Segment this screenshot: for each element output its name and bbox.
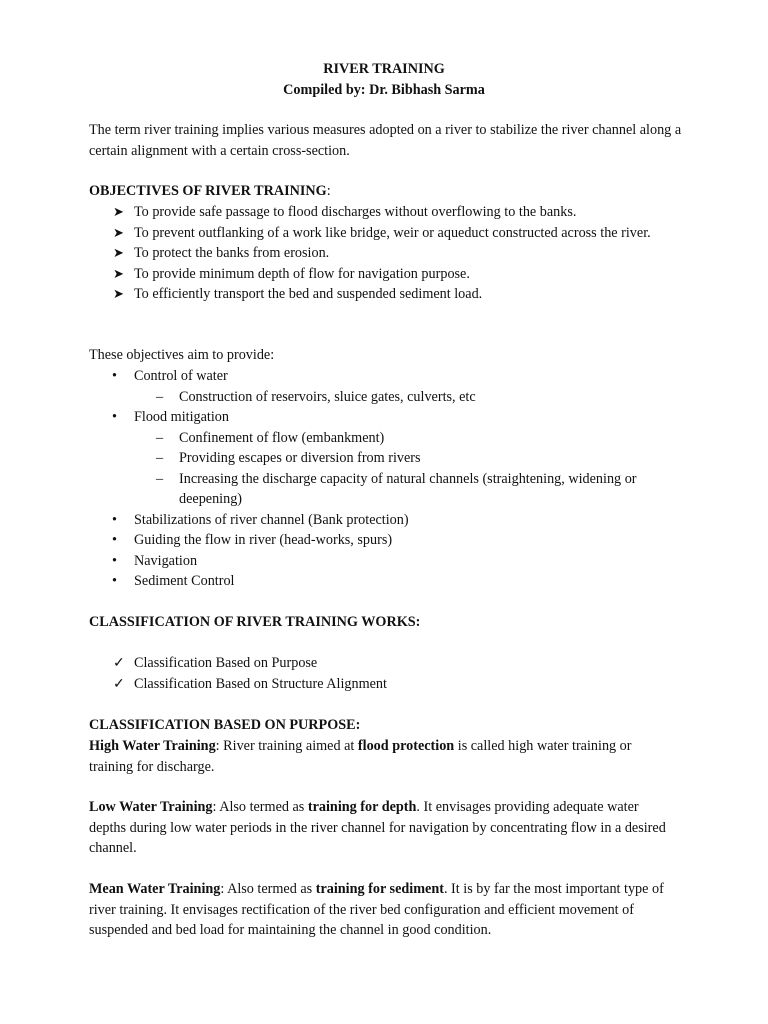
objective-item [113, 284, 693, 305]
dash-bullet-icon: – [156, 470, 164, 487]
aim-item [89, 407, 689, 428]
bullet-dot-icon: • [112, 532, 117, 548]
low-water-text-2: . It envisages providing adequate water depths during low water periods in the river channel for navigation by concentrating flow in a desired channel. [89, 799, 666, 856]
mean-water-training-paragraph [89, 879, 679, 941]
high-water-text-1: : River training aimed at [215, 738, 358, 754]
high-water-term: High Water Training [89, 738, 216, 754]
aim-item [89, 510, 689, 531]
arrow-bullet-icon: ➤ [113, 265, 124, 281]
objectives-heading-colon: : [326, 183, 331, 199]
aim-subitem-text: Providing escapes or diversion from rivers [179, 450, 421, 466]
aim-subitem [89, 428, 689, 449]
dash-bullet-icon: – [156, 429, 164, 446]
classification-list [113, 653, 387, 694]
aim-item [89, 366, 689, 387]
low-water-text-1: : Also termed as [212, 799, 308, 815]
classification-text: Classification Based on Purpose [134, 655, 318, 671]
aims-intro: These objectives aim to provide: [89, 347, 275, 363]
objective-text: To prevent outflanking of a work like bridge, weir or aqueduct constructed across the river. [134, 224, 651, 241]
document-title: RIVER TRAINING [323, 61, 445, 77]
objectives-heading [89, 181, 331, 202]
mean-water-emphasis: training for sediment [315, 881, 444, 897]
bullet-dot-icon: • [112, 573, 117, 589]
high-water-text-2: is called high water training or training for discharge. [89, 738, 632, 775]
low-water-emphasis: training for depth [307, 799, 417, 815]
arrow-bullet-icon: ➤ [113, 286, 124, 301]
intro-paragraph: The term river training implies various measures adopted on a river to stabilize the river channel along a certain alignment with a certain cross-section. [89, 122, 682, 159]
classification-text: Classification Based on Structure Alignment [134, 675, 387, 692]
low-water-term: Low Water Training [89, 799, 213, 815]
objective-text: To provide minimum depth of flow for navigation purpose. [134, 265, 470, 282]
objective-text: To protect the banks from erosion. [134, 245, 330, 261]
classification-heading: CLASSIFICATION OF RIVER TRAINING WORKS: [89, 614, 421, 630]
high-water-training-paragraph [89, 736, 679, 777]
arrow-bullet-icon: ➤ [113, 224, 124, 240]
bullet-dot-icon: • [112, 409, 117, 425]
mean-water-text-1: : Also termed as [220, 881, 316, 897]
objective-item [113, 202, 693, 223]
aim-text: Navigation [134, 552, 198, 569]
dash-bullet-icon: – [156, 450, 164, 466]
aims-list [89, 366, 689, 592]
objective-item [113, 223, 693, 244]
low-water-training-paragraph [89, 797, 679, 859]
checkmark-icon: ✓ [113, 675, 125, 692]
objective-text: To efficiently transport the bed and suspended sediment load. [134, 286, 483, 302]
bullet-dot-icon: • [112, 368, 117, 384]
dash-bullet-icon: – [156, 388, 164, 405]
aim-text: Stabilizations of river channel (Bank protection) [134, 511, 409, 528]
aim-subitem [89, 387, 689, 408]
mean-water-text-2: . It is by far the most important type of river training. It envisages rectification of the river bed configuration and efficient movement of suspended and bed load for maintaining the channel in good condition. [89, 881, 664, 938]
objective-item [113, 243, 693, 264]
aim-text: Guiding the flow in river (head-works, spurs) [134, 532, 393, 548]
aim-item [89, 551, 689, 572]
aim-text: Flood mitigation [134, 409, 229, 425]
objective-text: To provide safe passage to flood discharges without overflowing to the banks. [134, 204, 577, 220]
aim-text: Control of water [134, 368, 228, 384]
mean-water-term: Mean Water Training [89, 881, 221, 897]
objectives-list [113, 202, 693, 305]
aim-subitem-text: Construction of reservoirs, sluice gates, culverts, etc [179, 388, 476, 405]
purpose-heading: CLASSIFICATION BASED ON PURPOSE: [89, 717, 361, 733]
aim-item [89, 530, 689, 551]
classification-item [113, 653, 387, 674]
high-water-emphasis: flood protection [357, 738, 455, 754]
aim-subitem [89, 448, 689, 469]
arrow-bullet-icon: ➤ [113, 245, 124, 260]
bullet-dot-icon: • [112, 511, 117, 528]
aim-subitem [89, 469, 689, 510]
arrow-bullet-icon: ➤ [113, 204, 124, 219]
aim-subitem-text: Confinement of flow (embankment) [179, 429, 385, 446]
objectives-heading-text: OBJECTIVES OF RIVER TRAINING [89, 183, 327, 199]
aim-item [89, 571, 689, 592]
classification-item [113, 674, 387, 695]
objective-item [113, 264, 693, 285]
document-author: Compiled by: Dr. Bibhash Sarma [283, 82, 485, 98]
bullet-dot-icon: • [112, 552, 117, 569]
checkmark-icon: ✓ [113, 655, 125, 671]
aim-subitem-text: Increasing the discharge capacity of natural channels (straightening, widening or deepening) [179, 470, 637, 507]
aim-text: Sediment Control [134, 573, 235, 589]
